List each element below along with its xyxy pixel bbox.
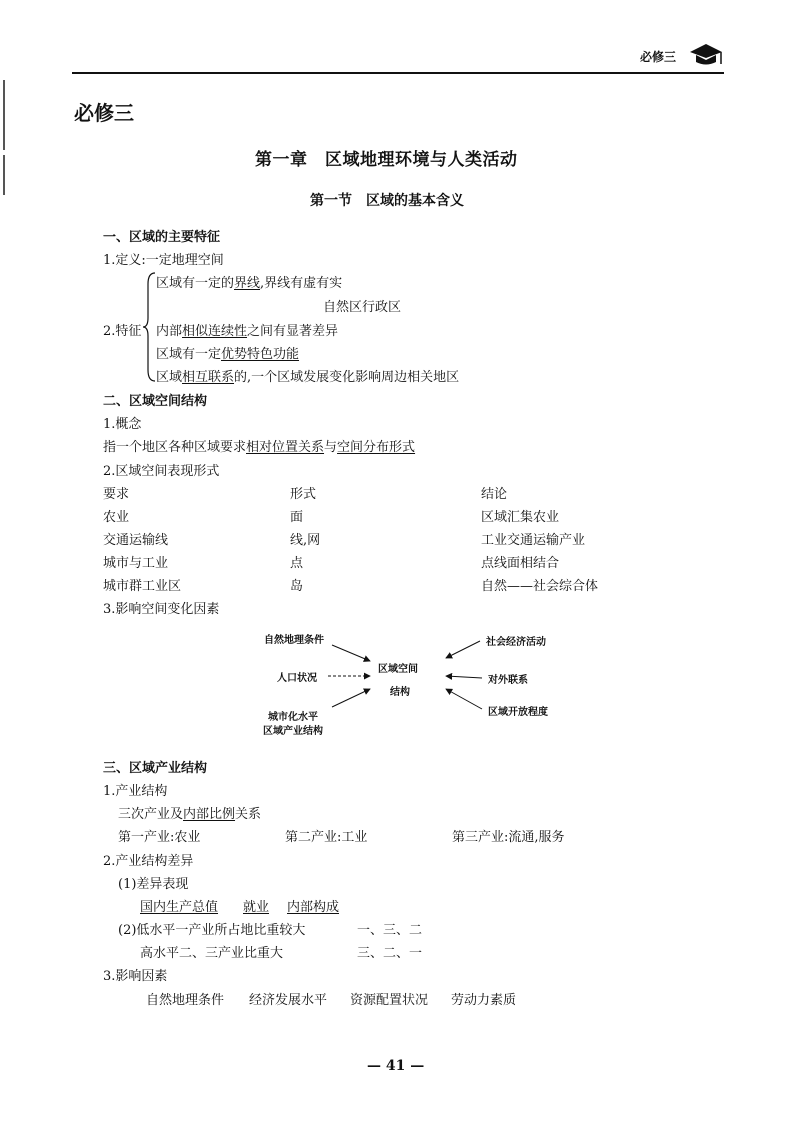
table-cell: 点线面相结合 [481,556,560,571]
page-title: 必修三 [74,101,134,125]
feature-item: 区域有一定优势特色功能 [156,347,300,362]
heading-part2: 二、区域空间结构 [103,394,208,409]
brace [142,272,156,382]
diagram-center: 区域空间 [378,664,418,675]
s1-line: 三次产业及内部比例关系 [118,807,262,822]
arrow-social [446,641,480,658]
table-cell: 岛 [290,579,304,594]
heading-part1: 一、区域的主要特征 [103,230,221,245]
table-cell: 点 [290,556,304,571]
s2-high: 高水平二、三产业比重大 [140,946,284,961]
feature-item: 自然区行政区 [323,300,402,315]
table-cell: 工业交通运输产业 [481,533,586,548]
margin-line [3,80,5,150]
s2-low-order: 一、三、二 [357,923,423,938]
s2-item: 就业 [243,900,270,915]
concept-title: 1.概念 [103,417,142,432]
table-cell: 线,网 [290,533,321,548]
s3-title: 3.影响因素 [103,969,168,984]
s2-item: 内部构成 [287,900,340,915]
page-number: — 41 — [367,1058,425,1074]
s2-low: (2)低水平一产业所占地比重较大 [118,923,306,938]
industry-primary: 第一产业:农业 [118,830,201,845]
factors-title: 3.影响空间变化因素 [103,602,220,617]
running-header: 必修三 [640,50,677,64]
header-rule [72,72,724,74]
table-cell: 城市与工业 [103,556,169,571]
table-cell: 农业 [103,510,130,525]
table-cell: 面 [290,510,304,525]
table-cell: 区域汇集农业 [481,510,560,525]
concept-text: 指一个地区各种区域要求相对位置关系与空间分布形式 [103,440,416,455]
arrow-natural [332,645,370,661]
diagram-label: 社会经济活动 [486,637,546,648]
s3-factor: 自然地理条件 [146,993,225,1008]
s3-factor: 劳动力素质 [451,993,517,1008]
graduation-cap-icon [688,40,724,68]
arrow-external [446,676,482,678]
definition-line: 1.定义:一定地理空间 [103,253,224,268]
margin-line [3,155,5,195]
table-header: 形式 [290,487,317,502]
diagram-center: 结构 [390,687,410,698]
diagram-label: 自然地理条件 [264,635,324,646]
feature-item: 区域有一定的界线,界线有虚有实 [156,276,343,291]
feature-label: 2.特征 [103,324,142,339]
industry-tertiary: 第三产业:流通,服务 [452,830,565,845]
table-cell: 自然——社会综合体 [481,579,599,594]
diagram-label: 区域产业结构 [263,726,323,737]
diagram-label: 城市化水平 [268,712,318,723]
s2-sub1: (1)差异表现 [118,877,189,892]
s3-factor: 经济发展水平 [249,993,328,1008]
diagram-label: 对外联系 [488,675,528,686]
s2-item: 国内生产总值 [140,900,219,915]
arrow-openness [446,689,482,709]
heading-part3: 三、区域产业结构 [103,761,208,776]
s2-title: 2.产业结构差异 [103,854,194,869]
table-cell: 交通运输线 [103,533,169,548]
table-cell: 城市群工业区 [103,579,182,594]
feature-item: 内部相似连续性之间有显著差异 [156,324,339,339]
s2-high-order: 三、二、一 [357,946,423,961]
section-title: 第一节 区域的基本含义 [310,193,464,209]
feature-item: 区域相互联系的,一个区域发展变化影响周边相关地区 [156,370,460,385]
industry-secondary: 第二产业:工业 [285,830,368,845]
diagram-label: 区域开放程度 [488,707,548,718]
chapter-title: 第一章 区域地理环境与人类活动 [255,150,518,170]
factor-diagram [250,625,590,743]
diagram-label: 人口状况 [277,673,317,684]
forms-title: 2.区域空间表现形式 [103,464,220,479]
s3-factor: 资源配置状况 [350,993,429,1008]
arrow-urbanization [332,689,370,707]
s1-title: 1.产业结构 [103,784,168,799]
table-header: 结论 [481,487,508,502]
table-header: 要求 [103,487,130,502]
